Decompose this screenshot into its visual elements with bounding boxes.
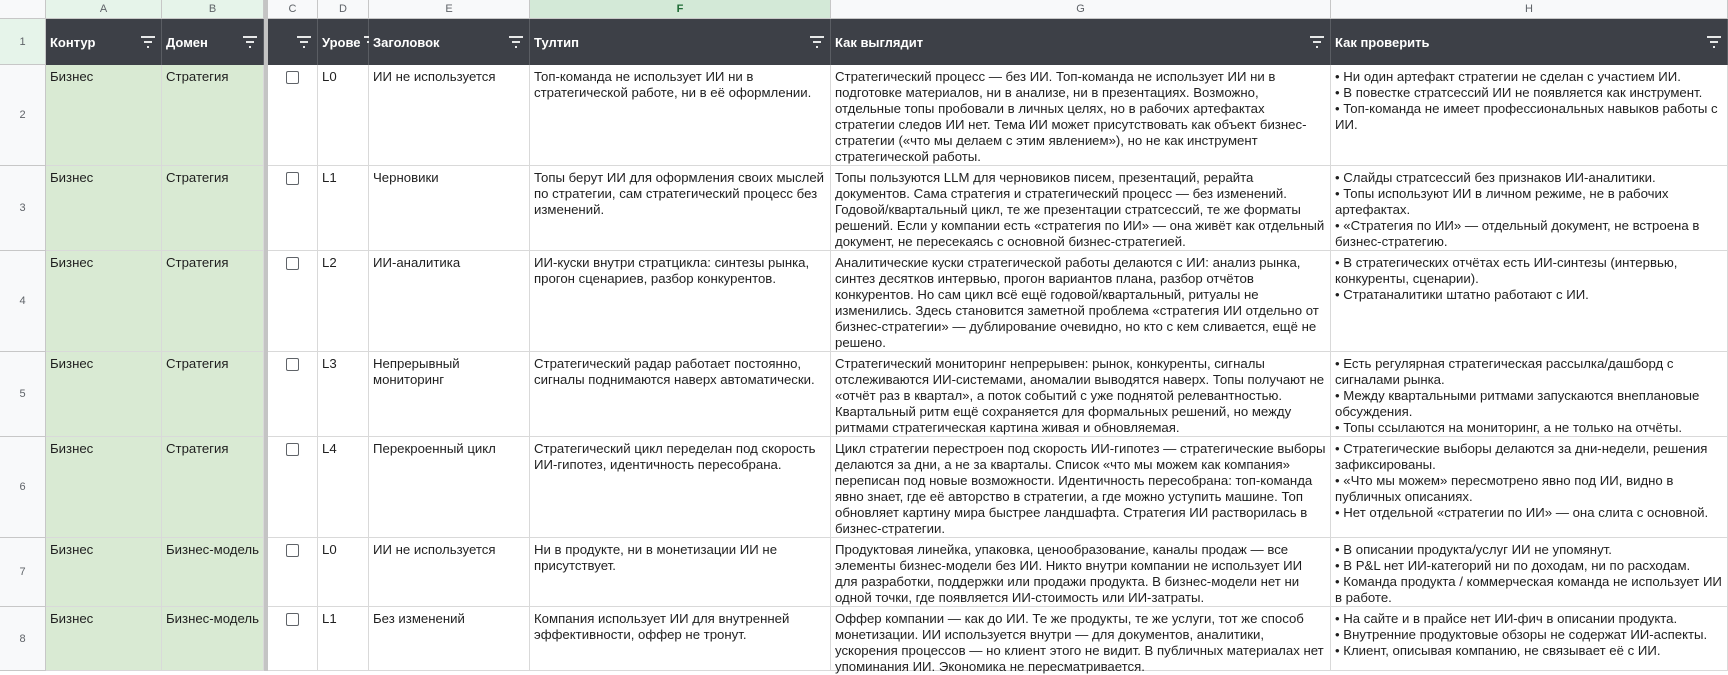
cell-looks-like[interactable]: Топы пользуются LLM для черновиков писем, презентаций, рерайта документов. Сама стратегия и стратегический процесс — без изменений. Годовой/квартальный цикл, те же презентации стратсессий, те же форматы решений. Если у компании есть «стратегия по ИИ» — она живёт как отдельный документ, не пересекаясь с основной бизнес-стратегией.	[831, 166, 1331, 251]
header-label: Контур	[50, 34, 96, 50]
row-header[interactable]: 2	[0, 65, 46, 166]
cell-looks-like[interactable]: Аналитические куски стратегической работы делаются с ИИ: анализ рынка, синтез десятков интервью, прогон вариантов плана, разбор отчётов конкурентов. Но сам цикл всё ещё годовой/квартальный, ритуалы не изменились. Здесь становится заметной проблема «стратегия ИИ отдельно от бизнес-стратегии» — дублирование очевидно, но кто с кем сливается, ещё не решено.	[831, 251, 1331, 352]
column-header-f[interactable]: F	[530, 0, 831, 19]
cell-level[interactable]: L1	[318, 166, 369, 251]
cell-looks-like[interactable]: Стратегический мониторинг непрерывен: рынок, конкуренты, сигналы отслеживаются ИИ-системами, аномалии выводятся наверх. Топы получают не «отчёт раз в квартал», а поток событий с уже поднятой релевантностью. Квартальный ритм ещё сохраняется для формальных решений, но между ритмами стратегическая картина живая и обновляемая.	[831, 352, 1331, 437]
cell-level[interactable]: L2	[318, 251, 369, 352]
header-check[interactable]	[268, 19, 318, 65]
check-bullet: • Клиент, описывая компанию, не связывает её с ИИ.	[1335, 643, 1661, 658]
cell-contour[interactable]: Бизнес	[46, 65, 162, 166]
cell-title[interactable]: Непрерывный мониторинг	[369, 352, 530, 437]
row-checkbox[interactable]	[286, 358, 299, 371]
header-how-to-check[interactable]	[1331, 19, 1728, 65]
select-all-corner[interactable]	[0, 0, 46, 19]
check-bullet: • В P&L нет ИИ-категорий ни по доходам, ни по расходам.	[1335, 558, 1691, 573]
cell-checkbox[interactable]	[268, 65, 318, 166]
cell-tooltip[interactable]: Топы берут ИИ для оформления своих мыслей по стратегии, сам стратегический процесс без изменений.	[530, 166, 831, 251]
row-checkbox[interactable]	[286, 257, 299, 270]
cell-looks-like[interactable]: Продуктовая линейка, упаковка, ценообразование, каналы продаж — все элементы бизнес-модели без ИИ. Никто внутри компании не использует ИИ для разработки, поддержки или продажи продукта. В бизнес-модели нет ни одной точки, где появляется ИИ-стоимость или ИИ-затраты.	[831, 538, 1331, 607]
column-header-a[interactable]: A	[46, 0, 162, 19]
filter-icon[interactable]	[809, 36, 825, 48]
cell-tooltip[interactable]: Стратегический цикл переделан под скорость ИИ-гипотез, идентичность пересобрана.	[530, 437, 831, 538]
check-bullet: • Внутренние продуктовые обзоры не содержат ИИ-аспекты.	[1335, 627, 1708, 642]
row-checkbox[interactable]	[286, 613, 299, 626]
cell-level[interactable]: L1	[318, 607, 369, 671]
check-bullet: • В повестке стратсессий ИИ не появляется как инструмент.	[1335, 85, 1703, 100]
cell-tooltip[interactable]: ИИ-куски внутри стратцикла: синтезы рынка, прогон сценариев, разбор конкурентов.	[530, 251, 831, 352]
check-bullet: • В описании продукта/услуг ИИ не упомянут.	[1335, 542, 1612, 557]
check-bullet: • Команда продукта / коммерческая команда не использует ИИ в работе.	[1335, 574, 1722, 605]
cell-domain[interactable]: Стратегия	[162, 352, 264, 437]
check-bullet: • Нет отдельной «стратегии по ИИ» — она слита с основной.	[1335, 505, 1709, 520]
cell-how-to-check[interactable]	[1331, 166, 1728, 251]
row-checkbox[interactable]	[286, 443, 299, 456]
cell-domain[interactable]: Стратегия	[162, 65, 264, 166]
column-header-h[interactable]: H	[1331, 0, 1728, 19]
column-header-d[interactable]: D	[318, 0, 369, 19]
filter-icon[interactable]	[242, 36, 258, 48]
cell-domain[interactable]: Стратегия	[162, 437, 264, 538]
cell-level[interactable]: L3	[318, 352, 369, 437]
cell-contour[interactable]: Бизнес	[46, 251, 162, 352]
row-checkbox[interactable]	[286, 544, 299, 557]
frozen-columns-divider[interactable]	[264, 0, 268, 671]
row-header[interactable]: 8	[0, 607, 46, 671]
cell-contour[interactable]: Бизнес	[46, 352, 162, 437]
cell-checkbox[interactable]	[268, 166, 318, 251]
cell-domain[interactable]: Стратегия	[162, 166, 264, 251]
cell-contour[interactable]: Бизнес	[46, 607, 162, 671]
check-bullet: • Стратаналитики штатно работают с ИИ.	[1335, 287, 1589, 302]
cell-checkbox[interactable]	[268, 607, 318, 671]
cell-looks-like[interactable]: Стратегический процесс — без ИИ. Топ-команда не использует ИИ ни в подготовке материалов, ни в анализе, ни в презентациях. Возможно, отдельные топы пробовали в личных целях, но в рабочих артефактах стратегии следов ИИ нет. Тема ИИ может присутствовать как объект бизнес-стратегии («что мы делаем с этим явлением»), но не как инструмент стратегической работы.	[831, 65, 1331, 166]
filter-icon[interactable]	[1309, 36, 1325, 48]
check-bullet: • Слайды стратсессий без признаков ИИ-аналитики.	[1335, 170, 1656, 185]
header-label: Урове	[322, 34, 361, 50]
check-bullet: • Ни один артефакт стратегии не сделан с участием ИИ.	[1335, 69, 1681, 84]
cell-level[interactable]: L0	[318, 65, 369, 166]
row-header[interactable]: 5	[0, 352, 46, 437]
header-label: Заголовок	[373, 34, 440, 50]
column-header-g[interactable]: G	[831, 0, 1331, 19]
header-looks-like[interactable]	[831, 19, 1331, 65]
cell-how-to-check[interactable]	[1331, 352, 1728, 437]
header-label: Как проверить	[1335, 34, 1430, 50]
cell-level[interactable]: L4	[318, 437, 369, 538]
row-checkbox[interactable]	[286, 71, 299, 84]
header-tooltip[interactable]	[530, 19, 831, 65]
cell-domain[interactable]: Стратегия	[162, 251, 264, 352]
row-header-1[interactable]: 1	[0, 19, 46, 65]
cell-tooltip[interactable]: Компания использует ИИ для внутренней эффективности, оффер не тронут.	[530, 607, 831, 671]
cell-checkbox[interactable]	[268, 538, 318, 607]
cell-how-to-check[interactable]	[1331, 538, 1728, 607]
column-header-c[interactable]: C	[268, 0, 318, 19]
cell-domain[interactable]: Бизнес-модель	[162, 607, 264, 671]
cell-checkbox[interactable]	[268, 437, 318, 538]
cell-tooltip[interactable]: Топ-команда не использует ИИ ни в стратегической работе, ни в её оформлении.	[530, 65, 831, 166]
header-label: Тултип	[534, 34, 579, 50]
column-header-e[interactable]: E	[369, 0, 530, 19]
cell-contour[interactable]: Бизнес	[46, 437, 162, 538]
filter-icon[interactable]	[1706, 36, 1722, 48]
cell-contour[interactable]: Бизнес	[46, 538, 162, 607]
row-header[interactable]: 3	[0, 166, 46, 251]
cell-how-to-check[interactable]	[1331, 607, 1728, 671]
cell-how-to-check[interactable]	[1331, 251, 1728, 352]
check-bullet: • Между квартальными ритмами запускаются внеплановые обсуждения.	[1335, 388, 1700, 419]
cell-title[interactable]: ИИ не используется	[369, 538, 530, 607]
check-bullet: • Стратегические выборы делаются за дни-недели, решения зафиксированы.	[1335, 441, 1708, 472]
cell-looks-like[interactable]: Оффер компании — как до ИИ. Те же продукты, те же услуги, тот же способ монетизации. ИИ используется внутри — для документов, аналитики, ускорения процессов — но клиент этого не видит. В публичных материалах нет упоминания ИИ. Экономика не пересматривается.	[831, 607, 1331, 671]
filter-icon[interactable]	[508, 36, 524, 48]
cell-title[interactable]: Без изменений	[369, 607, 530, 671]
row-checkbox[interactable]	[286, 172, 299, 185]
filter-icon[interactable]	[140, 36, 156, 48]
column-header-b[interactable]: B	[162, 0, 264, 19]
cell-domain[interactable]: Бизнес-модель	[162, 538, 264, 607]
header-contour[interactable]	[46, 19, 162, 65]
cell-checkbox[interactable]	[268, 251, 318, 352]
check-bullet: • «Что мы можем» пересмотрено явно под ИИ, видно в публичных описаниях.	[1335, 473, 1674, 504]
cell-level[interactable]: L0	[318, 538, 369, 607]
cell-title[interactable]: Перекроенный цикл	[369, 437, 530, 538]
cell-how-to-check[interactable]	[1331, 437, 1728, 538]
check-bullet: • Есть регулярная стратегическая рассылка/дашборд с сигналами рынка.	[1335, 356, 1674, 387]
header-label: Домен	[166, 34, 208, 50]
cell-title[interactable]: Черновики	[369, 166, 530, 251]
row-header[interactable]: 4	[0, 251, 46, 352]
header-level[interactable]	[318, 19, 369, 65]
check-bullet: • Топ-команда не имеет профессиональных навыков работы с ИИ.	[1335, 101, 1718, 132]
cell-looks-like[interactable]: Цикл стратегии перестроен под скорость ИИ-гипотез — стратегические выборы делаются за дни, а не за кварталы. Список «что мы можем как компания» переписан под новые возможности. Идентичность пересобрана: топ-команда явно знает, где её авторство в стратегии, а где можно уступить машине. Топ обновляет картину мира быстрее ландшафта. Стратегия ИИ растворилась в бизнес-стратегии.	[831, 437, 1331, 538]
header-title[interactable]	[369, 19, 530, 65]
check-bullet: • «Стратегия по ИИ» — отдельный документ, не встроена в бизнес-стратегию.	[1335, 218, 1700, 249]
row-header[interactable]: 6	[0, 437, 46, 538]
check-bullet: • Топы ссылаются на мониторинг, а не только на отчёты.	[1335, 420, 1683, 435]
check-bullet: • Топы используют ИИ в личном режиме, не в рабочих артефактах.	[1335, 186, 1669, 217]
header-domain[interactable]	[162, 19, 264, 65]
cell-title[interactable]: ИИ-аналитика	[369, 251, 530, 352]
check-bullet: • В стратегических отчётах есть ИИ-синтезы (интервью, конкуренты, сценарии).	[1335, 255, 1678, 286]
cell-title[interactable]: ИИ не используется	[369, 65, 530, 166]
header-label: Как выглядит	[835, 34, 924, 50]
cell-contour[interactable]: Бизнес	[46, 166, 162, 251]
cell-tooltip[interactable]: Стратегический радар работает постоянно, сигналы поднимаются наверх автоматически.	[530, 352, 831, 437]
cell-how-to-check[interactable]	[1331, 65, 1728, 166]
check-bullet: • На сайте и в прайсе нет ИИ-фич в описании продукта.	[1335, 611, 1678, 626]
cell-checkbox[interactable]	[268, 352, 318, 437]
filter-icon[interactable]	[296, 36, 312, 48]
cell-tooltip[interactable]: Ни в продукте, ни в монетизации ИИ не присутствует.	[530, 538, 831, 607]
row-header[interactable]: 7	[0, 538, 46, 607]
